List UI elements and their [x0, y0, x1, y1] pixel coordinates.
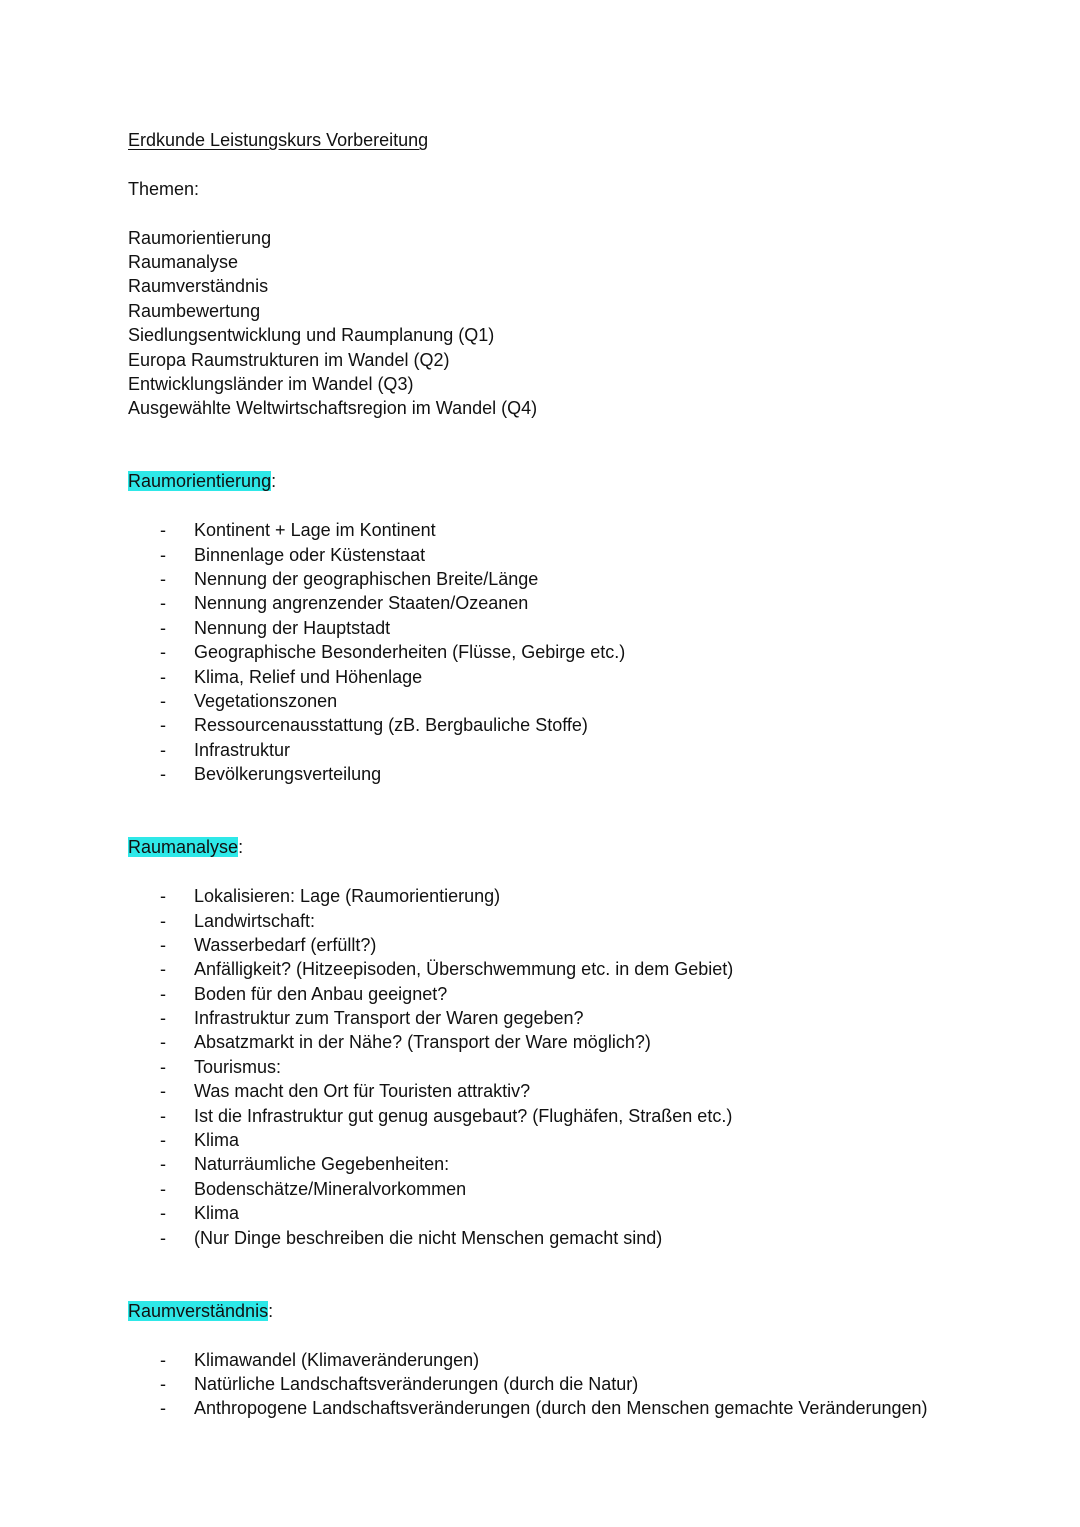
- dash-bullet: -: [160, 1227, 166, 1248]
- dash-bullet: -: [160, 593, 166, 614]
- spacer: [128, 1323, 1028, 1347]
- dash-bullet: -: [160, 1105, 166, 1126]
- dash-bullet: -: [160, 983, 166, 1004]
- section-heading: [128, 469, 1028, 493]
- section-heading: [128, 1299, 1028, 1323]
- dash-bullet: -: [160, 666, 166, 687]
- list-item: - Geographische Besonderheiten (Flüsse, Gebirge etc.): [128, 640, 1028, 664]
- dash-bullet: -: [160, 617, 166, 638]
- spacer: [128, 1250, 1028, 1299]
- list-item: - Wasserbedarf (erfüllt?): [128, 933, 1028, 957]
- theme-item: Entwicklungsländer im Wandel (Q3): [128, 373, 414, 394]
- list-item: - Lokalisieren: Lage (Raumorientierung): [128, 884, 1028, 908]
- section-raumorientierung: [128, 469, 1028, 786]
- dash-bullet: -: [160, 739, 166, 760]
- list-item: - Bodenschätze/Mineralvorkommen: [128, 1177, 1028, 1201]
- dash-bullet: -: [160, 569, 166, 590]
- theme-item: Ausgewählte Weltwirtschaftsregion im Wandel (Q4): [128, 398, 538, 419]
- theme-item: Siedlungsentwicklung und Raumplanung (Q1): [128, 325, 495, 346]
- section-raumanalyse: [128, 835, 1028, 1250]
- dash-bullet: -: [160, 520, 166, 541]
- dash-bullet: -: [160, 1130, 166, 1151]
- theme-item: Raumbewertung: [128, 300, 261, 321]
- list-item: - Ressourcenausstattung (zB. Bergbauliche Stoffe): [128, 713, 1028, 737]
- list-item: - Kontinent + Lage im Kontinent: [128, 518, 1028, 542]
- spacer: [128, 860, 1028, 884]
- heading-colon: :: [268, 1300, 274, 1321]
- list-item: - Absatzmarkt in der Nähe? (Transport der Ware möglich?): [128, 1030, 1028, 1054]
- list-item: - Tourismus:: [128, 1055, 1028, 1079]
- theme-item: Raumverständnis: [128, 276, 269, 297]
- dash-bullet: -: [160, 1081, 166, 1102]
- highlighted-heading: Raumverständnis: [128, 1300, 269, 1321]
- highlighted-heading: Raumorientierung: [128, 471, 272, 492]
- list-item: - Binnenlage oder Küstenstaat: [128, 543, 1028, 567]
- document-page: [128, 128, 1028, 1421]
- list-item: - Klima: [128, 1128, 1028, 1152]
- spacer: [128, 152, 1028, 176]
- dash-bullet: -: [160, 910, 166, 931]
- theme-item: Europa Raumstrukturen im Wandel (Q2): [128, 349, 450, 370]
- list-item: - Klima, Relief und Höhenlage: [128, 665, 1028, 689]
- dash-bullet: -: [160, 1203, 166, 1224]
- dash-bullet: -: [160, 1056, 166, 1077]
- list-item: - Vegetationszonen: [128, 689, 1028, 713]
- bullet-list: [128, 1348, 1028, 1421]
- list-item: - Anfälligkeit? (Hitzeepisoden, Überschwemmung etc. in dem Gebiet): [128, 957, 1028, 981]
- list-item: - Was macht den Ort für Touristen attraktiv?: [128, 1079, 1028, 1103]
- dash-bullet: -: [160, 764, 166, 785]
- section-raumverstaendnis: [128, 1299, 1028, 1421]
- list-item: - Infrastruktur zum Transport der Waren gegeben?: [128, 1006, 1028, 1030]
- dash-bullet: -: [160, 1398, 166, 1419]
- dash-bullet: -: [160, 1178, 166, 1199]
- dash-bullet: -: [160, 1154, 166, 1175]
- document-title: Erdkunde Leistungskurs Vorbereitung: [128, 130, 429, 150]
- list-item: - Infrastruktur: [128, 738, 1028, 762]
- bullet-list: [128, 518, 1028, 786]
- theme-item: Raumorientierung: [128, 227, 272, 248]
- spacer: [128, 421, 1028, 470]
- list-item: - Klimawandel (Klimaveränderungen): [128, 1348, 1028, 1372]
- spacer: [128, 201, 1028, 225]
- themes-label: Themen:: [128, 178, 200, 199]
- theme-item: Raumanalyse: [128, 251, 239, 272]
- spacer: [128, 494, 1028, 518]
- list-item: - Natürliche Landschaftsveränderungen (durch die Natur): [128, 1372, 1028, 1396]
- dash-bullet: -: [160, 886, 166, 907]
- themes-list: [128, 226, 1028, 421]
- dash-bullet: -: [160, 544, 166, 565]
- heading-colon: :: [238, 837, 244, 858]
- list-item: - Boden für den Anbau geeignet?: [128, 982, 1028, 1006]
- list-item: - Landwirtschaft:: [128, 909, 1028, 933]
- list-item: - Ist die Infrastruktur gut genug ausgebaut? (Flughäfen, Straßen etc.): [128, 1104, 1028, 1128]
- list-item: - Bevölkerungsverteilung: [128, 762, 1028, 786]
- list-item: - Klima: [128, 1201, 1028, 1225]
- dash-bullet: -: [160, 691, 166, 711]
- list-item: - Anthropogene Landschaftsveränderungen (durch den Menschen gemachte Veränderungen): [128, 1396, 1028, 1420]
- list-item: - Nennung der geographischen Breite/Länge: [128, 567, 1028, 591]
- dash-bullet: -: [160, 1032, 166, 1053]
- bullet-list: [128, 884, 1028, 1250]
- dash-bullet: -: [160, 959, 166, 980]
- list-item: - Nennung angrenzender Staaten/Ozeanen: [128, 591, 1028, 615]
- list-item: - Naturräumliche Gegebenheiten:: [128, 1152, 1028, 1176]
- section-heading: [128, 835, 1028, 859]
- list-item: - (Nur Dinge beschreiben die nicht Menschen gemacht sind): [128, 1226, 1028, 1250]
- dash-bullet: -: [160, 715, 166, 736]
- dash-bullet: -: [160, 642, 166, 663]
- dash-bullet: -: [160, 1008, 166, 1029]
- spacer: [128, 787, 1028, 836]
- list-item: - Nennung der Hauptstadt: [128, 616, 1028, 640]
- dash-bullet: -: [160, 934, 166, 955]
- highlighted-heading: Raumanalyse: [128, 837, 239, 858]
- heading-colon: :: [271, 471, 277, 492]
- dash-bullet: -: [160, 1349, 166, 1370]
- dash-bullet: -: [160, 1373, 166, 1394]
